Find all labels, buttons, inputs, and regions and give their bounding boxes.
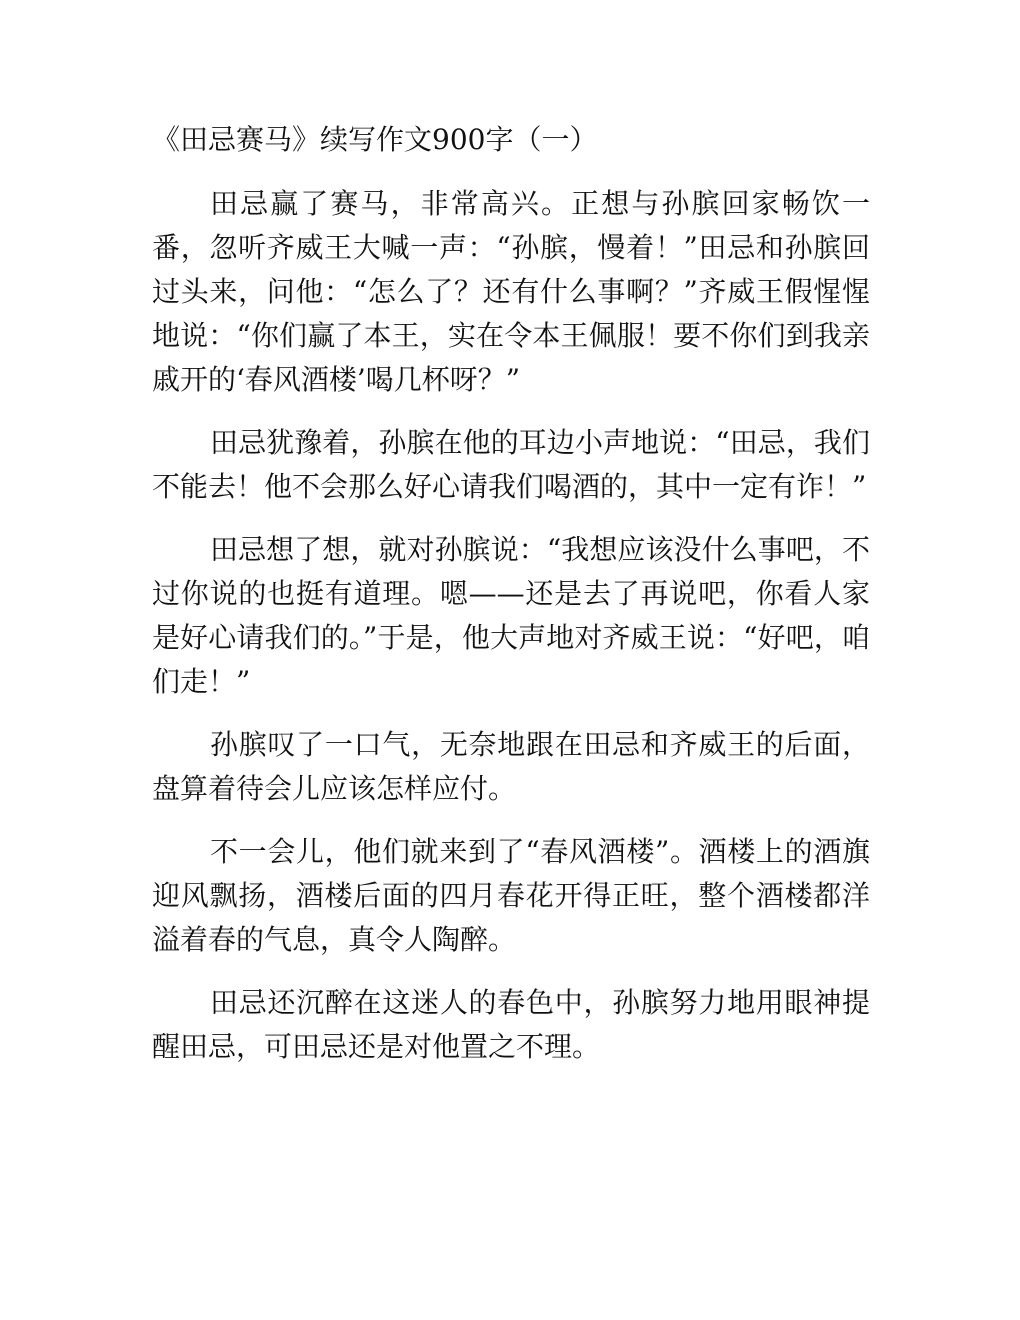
document-title: 《田忌赛马》续写作文900字（一）: [152, 123, 598, 156]
paragraph-3: 田忌想了想，就对孙膑说：“我想应该没什么事吧，不过你说的也挺有道理。嗯——还是去了再说吧，你看人家是好心请我们的。”于是，他大声地对齐威王说：“好吧，咱们走！”: [152, 533, 870, 698]
paragraph-6: 田忌还沉醉在这迷人的春色中，孙膑努力地用眼神提醒田忌，可田忌还是对他置之不理。: [152, 986, 870, 1063]
paragraph-4: 孙膑叹了一口气，无奈地跟在田忌和齐威王的后面，盘算着待会儿应该怎样应付。: [152, 728, 870, 805]
paragraph-2: 田忌犹豫着，孙膑在他的耳边小声地说：“田忌，我们不能去！他不会那么好心请我们喝酒的，其中一定有诈！”: [152, 426, 870, 503]
paragraph-1: 田忌赢了赛马，非常高兴。正想与孙膑回家畅饮一番，忽听齐威王大喊一声：“孙膑，慢着！”田忌和孙膑回过头来，问他：“怎么了？还有什么事啊？”齐威王假惺惺地说：“你们赢了本王，实在令本王佩服！要不你们到我亲戚开的‘春风酒楼’喝几杯呀？”: [152, 187, 870, 396]
paragraph-5: 不一会儿，他们就来到了“春风酒楼”。酒楼上的酒旗迎风飘扬，酒楼后面的四月春花开得正旺，整个酒楼都洋溢着春的气息，真令人陶醉。: [152, 835, 870, 956]
document-page: [152, 118, 870, 1088]
